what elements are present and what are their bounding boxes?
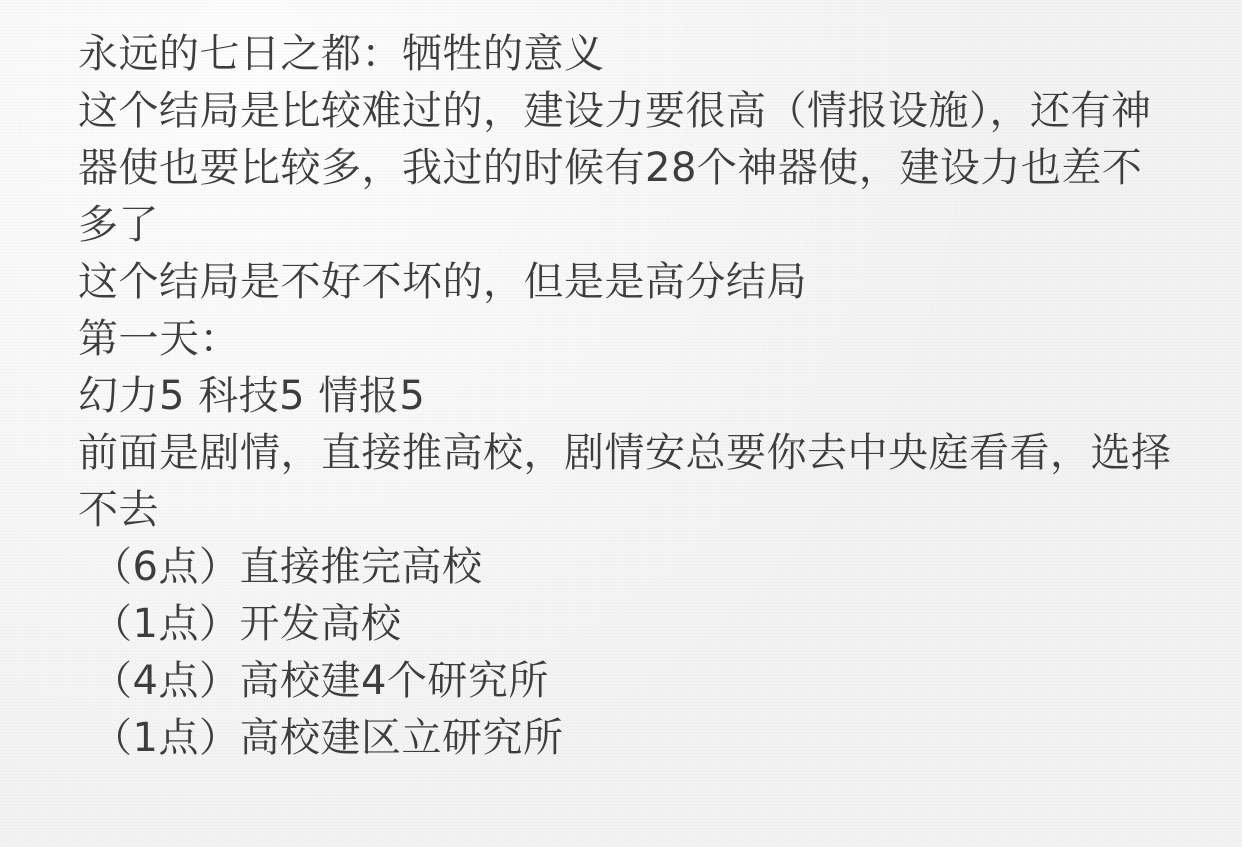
stats-line: 幻力5 科技5 情报5 bbox=[78, 373, 426, 419]
action-item-1: （6点）直接推完高校 bbox=[92, 544, 483, 590]
action-item-4: （1点）高校建区立研究所 bbox=[92, 715, 564, 761]
paragraph-ending-rating: 这个结局是不好不坏的，但是是高分结局 bbox=[78, 259, 807, 305]
plot-instruction: 前面是剧情，直接推高校，剧情安总要你去中央庭看看，选择不去 bbox=[78, 430, 1172, 533]
action-item-2: （1点）开发高校 bbox=[92, 601, 402, 647]
paragraph-difficulty: 这个结局是比较难过的，建设力要很高（情报设施），还有神器使也要比较多，我过的时候有28个神器使，建设力也差不多了 bbox=[78, 88, 1152, 248]
heading-day-one: 第一天： bbox=[78, 316, 240, 362]
action-item-3: （4点）高校建4个研究所 bbox=[92, 658, 549, 704]
document-title: 永远的七日之都：牺牲的意义 bbox=[78, 31, 605, 77]
